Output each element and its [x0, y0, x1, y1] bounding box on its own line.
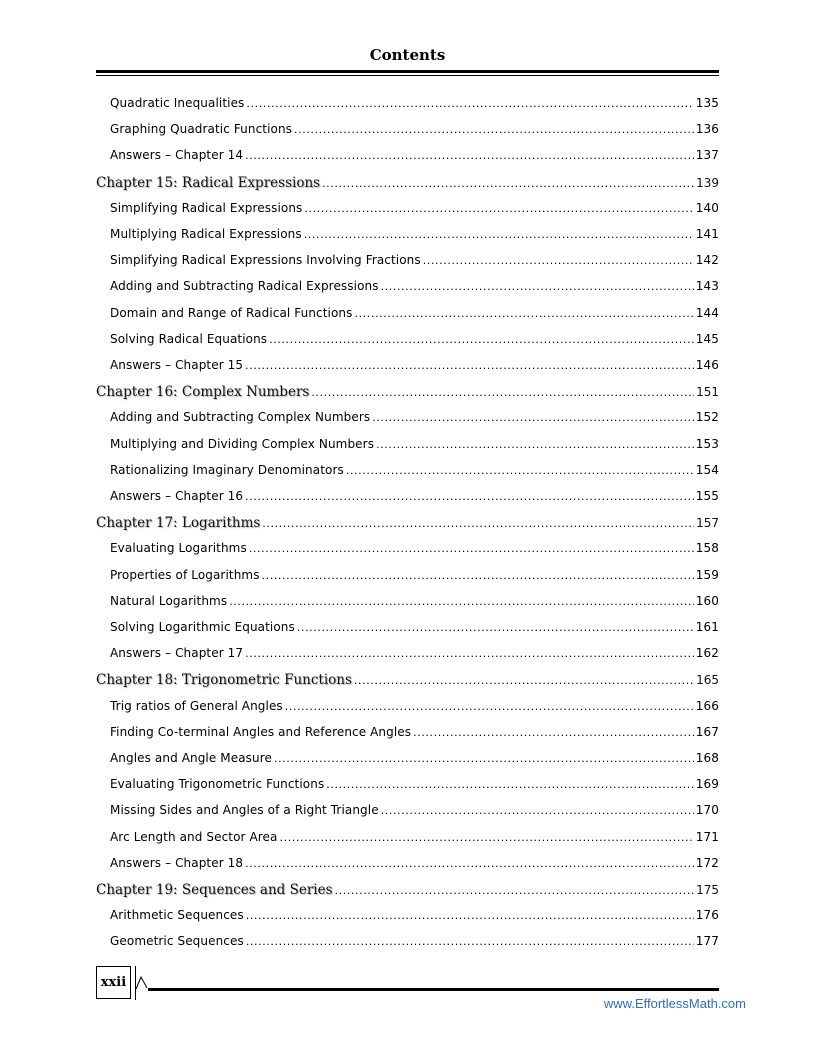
toc-dot-leader	[245, 856, 694, 870]
toc-chapter-entry[interactable]	[96, 672, 719, 688]
toc-entry-page-number: 139	[696, 175, 719, 190]
toc-section-entry[interactable]	[110, 699, 719, 713]
toc-entry-title: Simplifying Radical Expressions Involving Fractions	[110, 253, 421, 268]
toc-entry-page-number: 158	[695, 541, 719, 556]
toc-entry-title: Chapter 19: Sequences and Series	[96, 882, 333, 898]
toc-entry-page-number: 168	[695, 751, 719, 765]
toc-dot-leader	[346, 463, 694, 477]
toc-entry-page-number: 161	[695, 620, 719, 634]
toc-entry-page-number: 162	[695, 646, 719, 661]
toc-entry-page-number: 137	[695, 148, 719, 163]
toc-chapter-entry[interactable]	[96, 515, 719, 531]
toc-entry-page-number: 157	[696, 516, 719, 531]
toc-entry-title: Missing Sides and Angles of a Right Triangle	[110, 803, 379, 818]
toc-entry-title: Solving Radical Equations	[110, 331, 268, 346]
toc-chapter-entry[interactable]	[96, 384, 719, 400]
toc-entry-page-number: 155	[695, 489, 719, 503]
toc-entry-title: Natural Logarithms	[110, 593, 228, 608]
toc-entry-title: Adding and Subtracting Radical Expressions	[110, 279, 379, 294]
toc-entry-page-number: 165	[696, 673, 719, 688]
toc-dot-leader	[280, 830, 694, 844]
toc-entry-title: Arithmetic Sequences	[110, 908, 244, 923]
toc-entry-page-number: 170	[695, 803, 719, 818]
toc-entry-page-number: 135	[695, 96, 719, 110]
footer-website-link[interactable]: www.EffortlessMath.com	[603, 996, 746, 1011]
toc-dot-leader	[262, 515, 694, 531]
toc-entry-page-number: 166	[695, 698, 719, 713]
toc-entry-title: Answers – Chapter 15	[110, 358, 244, 372]
toc-entry-title: Rationalizing Imaginary Denominators	[110, 462, 344, 477]
toc-entry-title: Chapter 15: Radical Expressions	[96, 174, 321, 191]
toc-dot-leader	[335, 882, 695, 898]
toc-entry-title: Trig ratios of General Angles	[110, 698, 283, 713]
toc-entry-title: Quadratic Inequalities	[110, 96, 245, 110]
toc-entry-page-number: 146	[695, 358, 719, 372]
toc-dot-leader	[229, 594, 694, 608]
toc-entry-page-number: 153	[695, 436, 719, 451]
footer-rule	[148, 988, 719, 991]
toc-dot-leader	[372, 410, 694, 424]
toc-dot-leader	[245, 489, 694, 503]
toc-entry-page-number: 160	[695, 593, 719, 608]
toc-dot-leader	[326, 777, 693, 791]
toc-entry-page-number: 154	[695, 462, 719, 477]
toc-section-entry[interactable]	[110, 437, 719, 451]
toc-dot-leader	[246, 96, 693, 110]
toc-entry-page-number: 136	[695, 122, 719, 137]
page-header-title: Contents	[369, 46, 446, 64]
toc-dot-leader	[381, 279, 694, 293]
toc-section-entry[interactable]	[110, 279, 719, 293]
toc-dot-leader	[269, 332, 694, 346]
toc-dot-leader	[294, 122, 694, 136]
toc-entry-page-number: 152	[695, 410, 719, 425]
toc-section-entry[interactable]	[110, 253, 719, 267]
toc-entry-title: Adding and Subtracting Complex Numbers	[110, 410, 371, 425]
toc-section-entry[interactable]	[110, 620, 719, 634]
toc-section-entry[interactable]	[110, 148, 719, 162]
toc-entry-title: Multiplying Radical Expressions	[110, 227, 302, 241]
toc-section-entry[interactable]	[110, 830, 719, 844]
toc-dot-leader	[354, 672, 694, 688]
toc-entry-title: Arc Length and Sector Area	[110, 829, 278, 844]
toc-section-entry[interactable]	[110, 96, 719, 110]
toc-section-entry[interactable]	[110, 489, 719, 503]
toc-entry-page-number: 145	[695, 331, 719, 346]
toc-section-entry[interactable]	[110, 306, 719, 320]
toc-section-entry[interactable]	[110, 803, 719, 817]
toc-entry-page-number: 140	[695, 200, 719, 215]
toc-dot-leader	[304, 201, 693, 215]
toc-dot-leader	[423, 253, 694, 267]
toc-entry-title: Geometric Sequences	[110, 934, 244, 949]
toc-section-entry[interactable]	[110, 122, 719, 136]
toc-dot-leader	[249, 541, 694, 555]
toc-entry-page-number: 172	[695, 855, 719, 870]
toc-dot-leader	[322, 175, 694, 191]
toc-entry-title: Angles and Angle Measure	[110, 751, 272, 765]
toc-dot-leader	[245, 358, 694, 372]
footer-page-number: xxii	[100, 975, 127, 990]
toc-section-entry[interactable]	[110, 227, 719, 241]
toc-section-entry[interactable]	[110, 201, 719, 215]
toc-entry-title: Evaluating Trigonometric Functions	[110, 777, 325, 792]
toc-section-entry[interactable]	[110, 410, 719, 424]
toc-section-entry[interactable]	[110, 358, 719, 372]
toc-section-entry[interactable]	[110, 568, 719, 582]
toc-dot-leader	[245, 148, 694, 162]
toc-section-entry[interactable]	[110, 777, 719, 791]
toc-entry-page-number: 177	[695, 934, 719, 949]
toc-section-entry[interactable]	[110, 332, 719, 346]
toc-section-entry[interactable]	[110, 725, 719, 739]
toc-entry-title: Answers – Chapter 16	[110, 489, 244, 503]
toc-section-entry[interactable]	[110, 463, 719, 477]
toc-section-entry[interactable]	[110, 541, 719, 555]
toc-entry-title: Answers – Chapter 14	[110, 148, 244, 163]
toc-dot-leader	[246, 908, 694, 922]
toc-entry-page-number: 171	[695, 829, 719, 844]
toc-entry-page-number: 176	[695, 908, 719, 923]
toc-section-entry[interactable]	[110, 594, 719, 608]
toc-dot-leader	[354, 306, 693, 320]
toc-entry-page-number: 143	[695, 279, 719, 294]
toc-entry-title: Chapter 17: Logarithms	[96, 515, 261, 532]
toc-dot-leader	[297, 620, 694, 634]
toc-entry-title: Properties of Logarithms	[110, 567, 260, 582]
toc-entry-title: Solving Logarithmic Equations	[110, 620, 295, 634]
toc-entry-title: Chapter 18: Trigonometric Functions	[96, 672, 352, 689]
toc-dot-leader	[262, 568, 694, 582]
toc-dot-leader	[376, 437, 694, 451]
toc-entry-page-number: 169	[695, 777, 719, 792]
toc-section-entry[interactable]	[110, 856, 719, 870]
toc-entry-page-number: 159	[695, 567, 719, 582]
toc-entry-page-number: 175	[696, 883, 719, 897]
toc-entry-title: Answers – Chapter 18	[110, 855, 244, 870]
toc-dot-leader	[245, 646, 694, 660]
toc-section-entry[interactable]	[110, 934, 719, 948]
toc-entry-title: Graphing Quadratic Functions	[110, 122, 293, 137]
toc-dot-leader	[246, 934, 694, 948]
toc-section-entry[interactable]	[110, 646, 719, 660]
toc-entry-page-number: 142	[695, 253, 719, 268]
toc-dot-leader	[285, 699, 694, 713]
toc-entry-title: Answers – Chapter 17	[110, 646, 244, 661]
toc-chapter-entry[interactable]	[96, 175, 719, 191]
toc-entry-title: Domain and Range of Radical Functions	[110, 305, 353, 320]
toc-chapter-entry[interactable]	[96, 882, 719, 898]
toc-dot-leader	[274, 751, 694, 765]
toc-entry-title: Simplifying Radical Expressions	[110, 200, 303, 215]
toc-entry-page-number: 141	[695, 227, 719, 241]
toc-entry-page-number: 144	[695, 305, 719, 320]
toc-entry-title: Chapter 16: Complex Numbers	[96, 384, 310, 401]
toc-entry-page-number: 151	[696, 385, 719, 400]
toc-section-entry[interactable]	[110, 751, 719, 765]
toc-section-entry[interactable]	[110, 908, 719, 922]
toc-entry-title: Multiplying and Dividing Complex Numbers	[110, 436, 375, 451]
toc-entry-title: Finding Co-terminal Angles and Reference Angles	[110, 724, 412, 739]
toc-entry-page-number: 167	[695, 724, 719, 739]
footer-page-number-box	[96, 966, 131, 999]
toc-dot-leader	[311, 384, 694, 400]
toc-dot-leader	[381, 803, 694, 817]
toc-dot-leader	[304, 227, 694, 241]
toc-dot-leader	[413, 725, 694, 739]
toc-entry-title: Evaluating Logarithms	[110, 541, 247, 556]
